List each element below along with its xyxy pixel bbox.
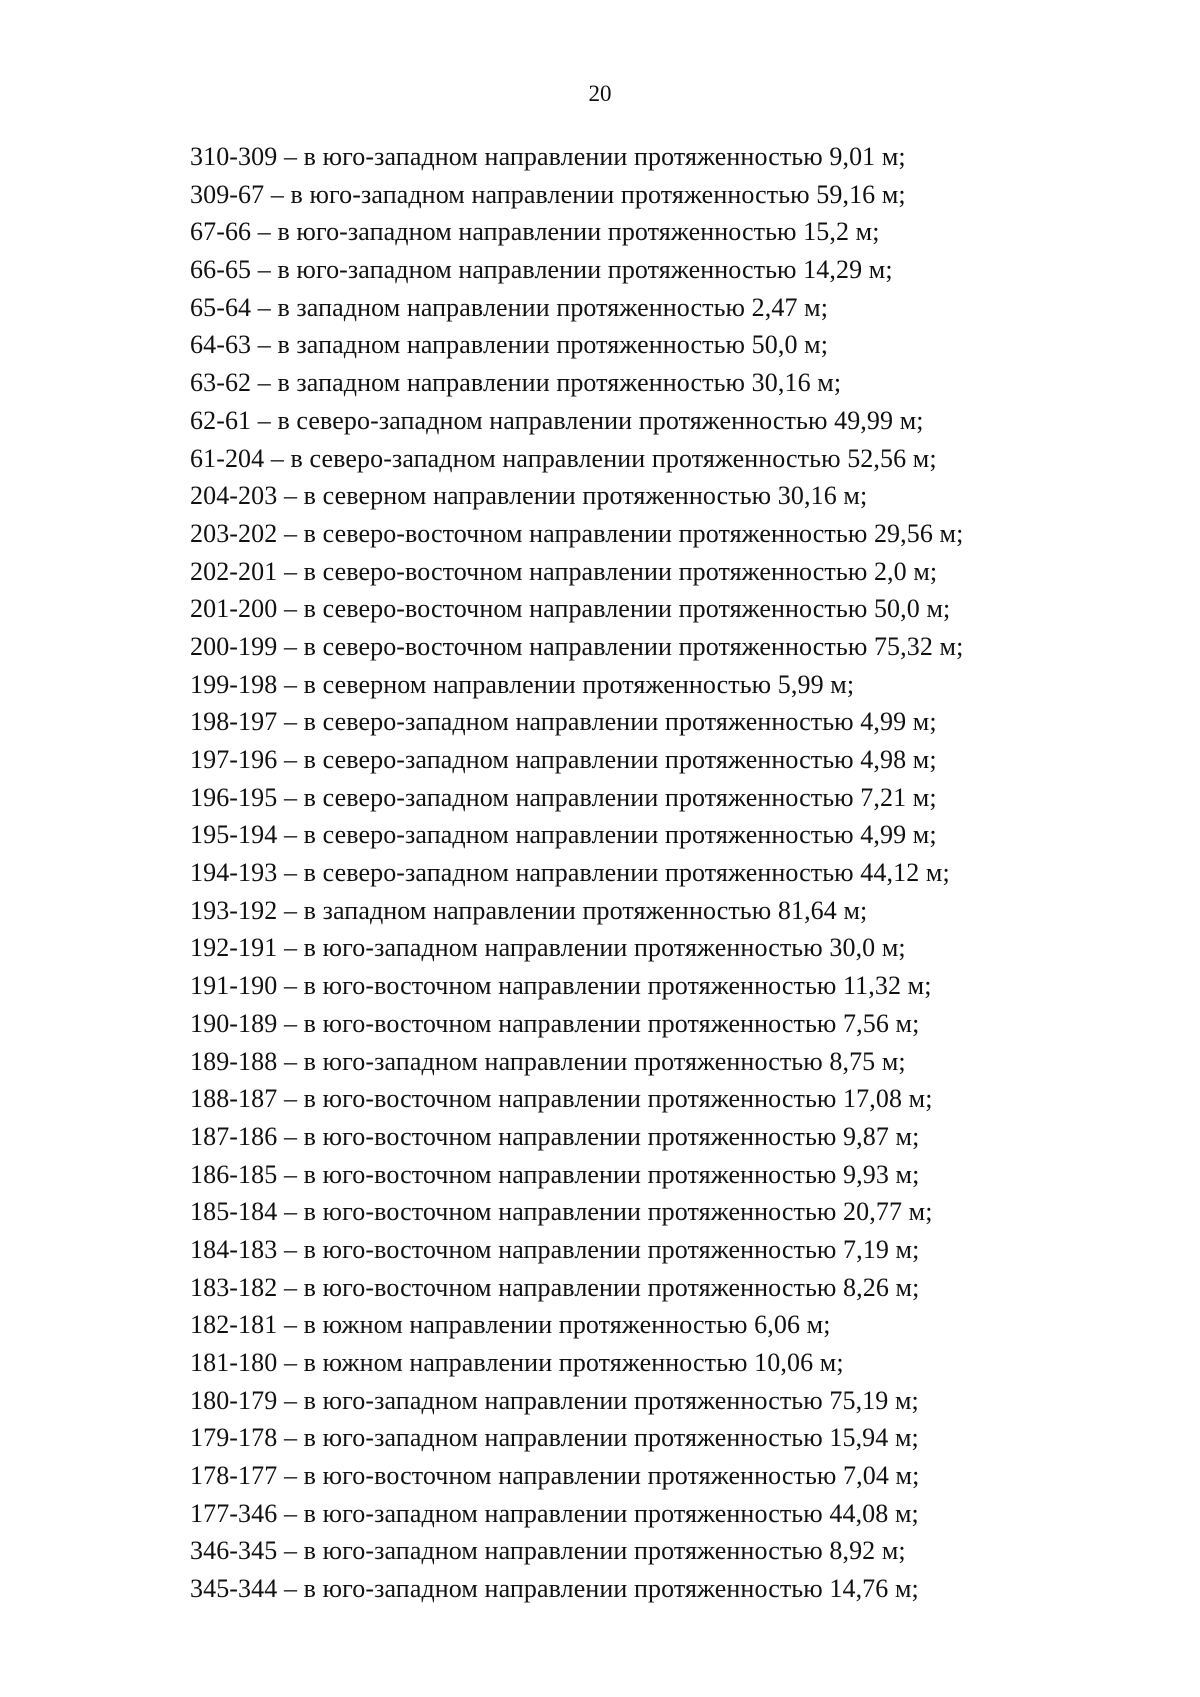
boundary-segment-line: 200-199 – в северо-восточном направлении протяженностью 75,32 м; bbox=[190, 631, 964, 661]
boundary-segment-line: 185-184 – в юго-восточном направлении протяженностью 20,77 м; bbox=[190, 1197, 933, 1227]
boundary-segment-line: 62-61 – в северо-западном направлении протяженностью 49,99 м; bbox=[190, 405, 924, 435]
boundary-segment-line: 182-181 – в южном направлении протяженностью 6,06 м; bbox=[190, 1310, 831, 1340]
boundary-segment-line: 194-193 – в северо-западном направлении протяженностью 44,12 м; bbox=[190, 858, 950, 888]
boundary-segment-line: 67-66 – в юго-западном направлении протяженностью 15,2 м; bbox=[190, 217, 880, 247]
boundary-segment-line: 198-197 – в северо-западном направлении протяженностью 4,99 м; bbox=[190, 707, 937, 737]
boundary-segment-line: 346-345 – в юго-западном направлении протяженностью 8,92 м; bbox=[190, 1536, 906, 1566]
boundary-segment-line: 195-194 – в северо-западном направлении протяженностью 4,99 м; bbox=[190, 820, 937, 850]
boundary-segment-line: 188-187 – в юго-восточном направлении протяженностью 17,08 м; bbox=[190, 1084, 933, 1114]
boundary-segment-line: 196-195 – в северо-западном направлении протяженностью 7,21 м; bbox=[190, 782, 937, 812]
boundary-segment-line: 204-203 – в северном направлении протяженностью 30,16 м; bbox=[190, 481, 868, 511]
boundary-segment-line: 179-178 – в юго-западном направлении протяженностью 15,94 м; bbox=[190, 1423, 919, 1453]
boundary-segment-line: 190-189 – в юго-восточном направлении протяженностью 7,56 м; bbox=[190, 1008, 920, 1038]
boundary-segment-line: 189-188 – в юго-западном направлении протяженностью 8,75 м; bbox=[190, 1046, 906, 1076]
boundary-segment-line: 199-198 – в северном направлении протяженностью 5,99 м; bbox=[190, 669, 855, 699]
boundary-segment-line: 181-180 – в южном направлении протяженностью 10,06 м; bbox=[190, 1348, 844, 1377]
boundary-segment-line: 177-346 – в юго-западном направлении протяженностью 44,08 м; bbox=[190, 1498, 919, 1528]
boundary-segment-line: 202-201 – в северо-восточном направлении протяженностью 2,0 м; bbox=[190, 556, 938, 586]
boundary-segment-line: 66-65 – в юго-западном направлении протяженностью 14,29 м; bbox=[190, 255, 893, 285]
boundary-segment-line: 191-190 – в юго-восточном направлении протяженностью 11,32 м; bbox=[190, 971, 932, 1001]
boundary-segment-line: 183-182 – в юго-восточном направлении протяженностью 8,26 м; bbox=[190, 1272, 920, 1302]
boundary-segment-line: 310-309 – в юго-западном направлении протяженностью 9,01 м; bbox=[190, 142, 906, 171]
boundary-segment-line: 187-186 – в юго-восточном направлении протяженностью 9,87 м; bbox=[190, 1121, 920, 1151]
boundary-segment-line: 203-202 – в северо-восточном направлении протяженностью 29,56 м; bbox=[190, 518, 964, 548]
boundary-segment-line: 197-196 – в северо-западном направлении протяженностью 4,98 м; bbox=[190, 745, 937, 774]
boundary-segment-line: 192-191 – в юго-западном направлении протяженностью 30,0 м; bbox=[190, 933, 906, 963]
boundary-segment-line: 186-185 – в юго-восточном направлении протяженностью 9,93 м; bbox=[190, 1159, 920, 1189]
boundary-segment-line: 61-204 – в северо-западном направлении протяженностью 52,56 м; bbox=[190, 443, 937, 473]
boundary-segment-line: 201-200 – в северо-восточном направлении протяженностью 50,0 м; bbox=[190, 594, 951, 624]
boundary-segment-line: 345-344 – в юго-западном направлении протяженностью 14,76 м; bbox=[190, 1574, 919, 1604]
boundary-segment-line: 309-67 – в юго-западном направлении протяженностью 59,16 м; bbox=[190, 179, 906, 209]
page-number: 20 bbox=[588, 81, 612, 106]
boundary-segment-line: 63-62 – в западном направлении протяженностью 30,16 м; bbox=[190, 368, 842, 398]
boundary-segment-line: 65-64 – в западном направлении протяженностью 2,47 м; bbox=[190, 292, 829, 322]
boundary-segment-line: 178-177 – в юго-восточном направлении протяженностью 7,04 м; bbox=[190, 1461, 920, 1491]
boundary-segment-list bbox=[190, 138, 1090, 1608]
boundary-segment-line: 180-179 – в юго-западном направлении протяженностью 75,19 м; bbox=[190, 1385, 919, 1415]
boundary-segment-line: 184-183 – в юго-восточном направлении протяженностью 7,19 м; bbox=[190, 1234, 920, 1264]
boundary-segment-line: 64-63 – в западном направлении протяженностью 50,0 м; bbox=[190, 330, 829, 360]
boundary-segment-line: 193-192 – в западном направлении протяженностью 81,64 м; bbox=[190, 895, 868, 925]
